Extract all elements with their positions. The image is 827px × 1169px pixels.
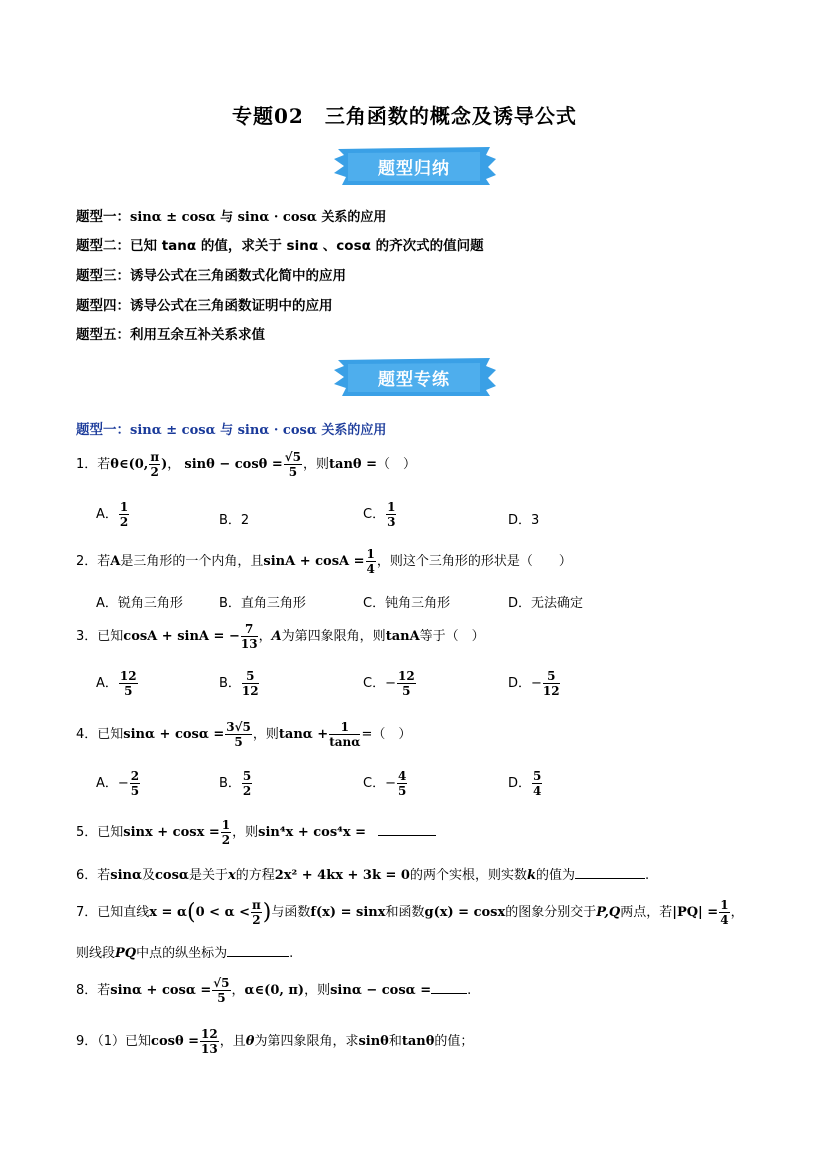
section-text: sinα ± cosα 与 sinα · cosα 关系的应用 (130, 423, 387, 438)
question-4: 4．已知sinα + cosα = $\frac{3√5}{5}$ ，则tanα + $\frac{1}{\tan\alpha}$ =（ ） (76, 720, 412, 749)
banner-practice-label: 题型专练 (378, 369, 450, 390)
banner-summary (330, 145, 498, 187)
question-8: 8．若sinα + cosα = $\frac{√5}{5}$ ，α∈(0, π)，则sinα − cosα = . (76, 976, 472, 1005)
q1-paren: （ ） (377, 457, 417, 472)
q1-tan: tanθ = (329, 457, 377, 472)
toc-head: 题型五： (76, 327, 130, 343)
q7-answer-blank[interactable] (227, 944, 289, 957)
q1-ask: ，则 (303, 457, 330, 472)
section-heading-1 (76, 418, 386, 438)
question-6: 6．若sinα及cosα是关于x的方程2x² + 4kx + 3k = 0的两个实根，则实数k的值为 . (76, 868, 650, 883)
toc-item-3 (76, 264, 346, 284)
q1-close: ) (161, 457, 168, 472)
toc-head: 题型二： (76, 238, 130, 254)
q1-cond: θ∈(0, (110, 457, 149, 472)
section-head: 题型一： (76, 422, 130, 438)
q3-option-a: A． $\frac{12}{5}$ (96, 669, 137, 698)
toc-head: 题型四： (76, 298, 130, 314)
q3-option-b: B． $\frac{5}{12}$ (219, 669, 259, 698)
q1-expr: sinθ − cosθ = (184, 457, 283, 472)
q3-option-c: C．− $\frac{12}{5}$ (363, 669, 415, 698)
q1-option-c: C． $\frac{1}{3}$ (363, 500, 396, 529)
toc-text: sinα ± cosα 与 sinα · cosα 关系的应用 (130, 210, 387, 225)
toc-text: 诱导公式在三角函数证明中的应用 (130, 298, 333, 314)
q2-option-a: A．锐角三角形 (96, 596, 183, 611)
q2-option-d: D．无法确定 (508, 596, 584, 611)
toc-head: 题型三： (76, 268, 130, 284)
q1-option-d: D．3 (508, 513, 540, 528)
q1-option-b: B．2 (219, 513, 250, 528)
question-1 (76, 450, 416, 479)
question-2: 2．若A是三角形的一个内角，且sinA + cosA = $\frac{1}{4}$ ，则这个三角形的形状是（ ） (76, 547, 572, 576)
toc-text: 已知 tanα 的值，求关于 sinα 、cosα 的齐次式的值问题 (130, 238, 484, 254)
q1-prefix: 1．若 (76, 457, 111, 472)
question-7-line-2: 则线段PQ中点的纵坐标为 . (76, 946, 294, 961)
q1-sep: ， (167, 457, 181, 472)
q1-frac: $\frac{√5}{5}$ (284, 450, 301, 479)
question-9: 9．（1）已知cosθ = $\frac{12}{13}$ ，且θ为第四象限角，求sinθ和tanθ的值； (76, 1027, 474, 1056)
q4-option-d: D． $\frac{5}{4}$ (508, 769, 542, 798)
q4-option-b: B． $\frac{5}{2}$ (219, 769, 252, 798)
toc-text: 诱导公式在三角函数式化简中的应用 (130, 268, 346, 284)
q4-option-c: C．− $\frac{4}{5}$ (363, 769, 407, 798)
question-3: 3．已知cosA + sinA = − $\frac{7}{13}$ ，A为第四象限角，则tanA等于（ ） (76, 622, 485, 651)
q3-option-d: D．− $\frac{5}{12}$ (508, 669, 560, 698)
toc-head: 题型一： (76, 209, 130, 225)
toc-text: 利用互余互补关系求值 (130, 327, 265, 343)
q2-option-c: C．钝角三角形 (363, 596, 451, 611)
toc-item-5 (76, 323, 265, 343)
q6-answer-blank[interactable] (575, 866, 645, 879)
q1-option-a: A． $\frac{1}{2}$ (96, 500, 129, 529)
toc-item-2 (76, 234, 484, 254)
question-5: 5．已知sinx + cosx = $\frac{1}{2}$ ，则sin⁴x + cos⁴x = (76, 818, 436, 847)
toc-item-1 (76, 205, 386, 225)
toc-item-4 (76, 294, 333, 314)
banner-summary-label: 题型归纳 (378, 158, 450, 179)
question-7: 7．已知直线x = α(0 < α < $\frac{\pi}{2}$ )与函数f(x) = sinx和函数g(x) = cosx的图象分别交于P,Q两点，若|PQ| = $\frac{1}{4}$ ， (76, 898, 744, 927)
q1-pi-over-2: $\frac{\pi}{2}$ (150, 450, 160, 479)
page-title: 专题02 三角函数的概念及诱导公式 (232, 104, 577, 128)
q8-answer-blank[interactable] (431, 981, 467, 994)
q4-option-a: A．− $\frac{2}{5}$ (96, 769, 140, 798)
banner-practice (330, 356, 498, 398)
q2-option-b: B．直角三角形 (219, 596, 306, 611)
q5-answer-blank[interactable] (378, 823, 436, 836)
